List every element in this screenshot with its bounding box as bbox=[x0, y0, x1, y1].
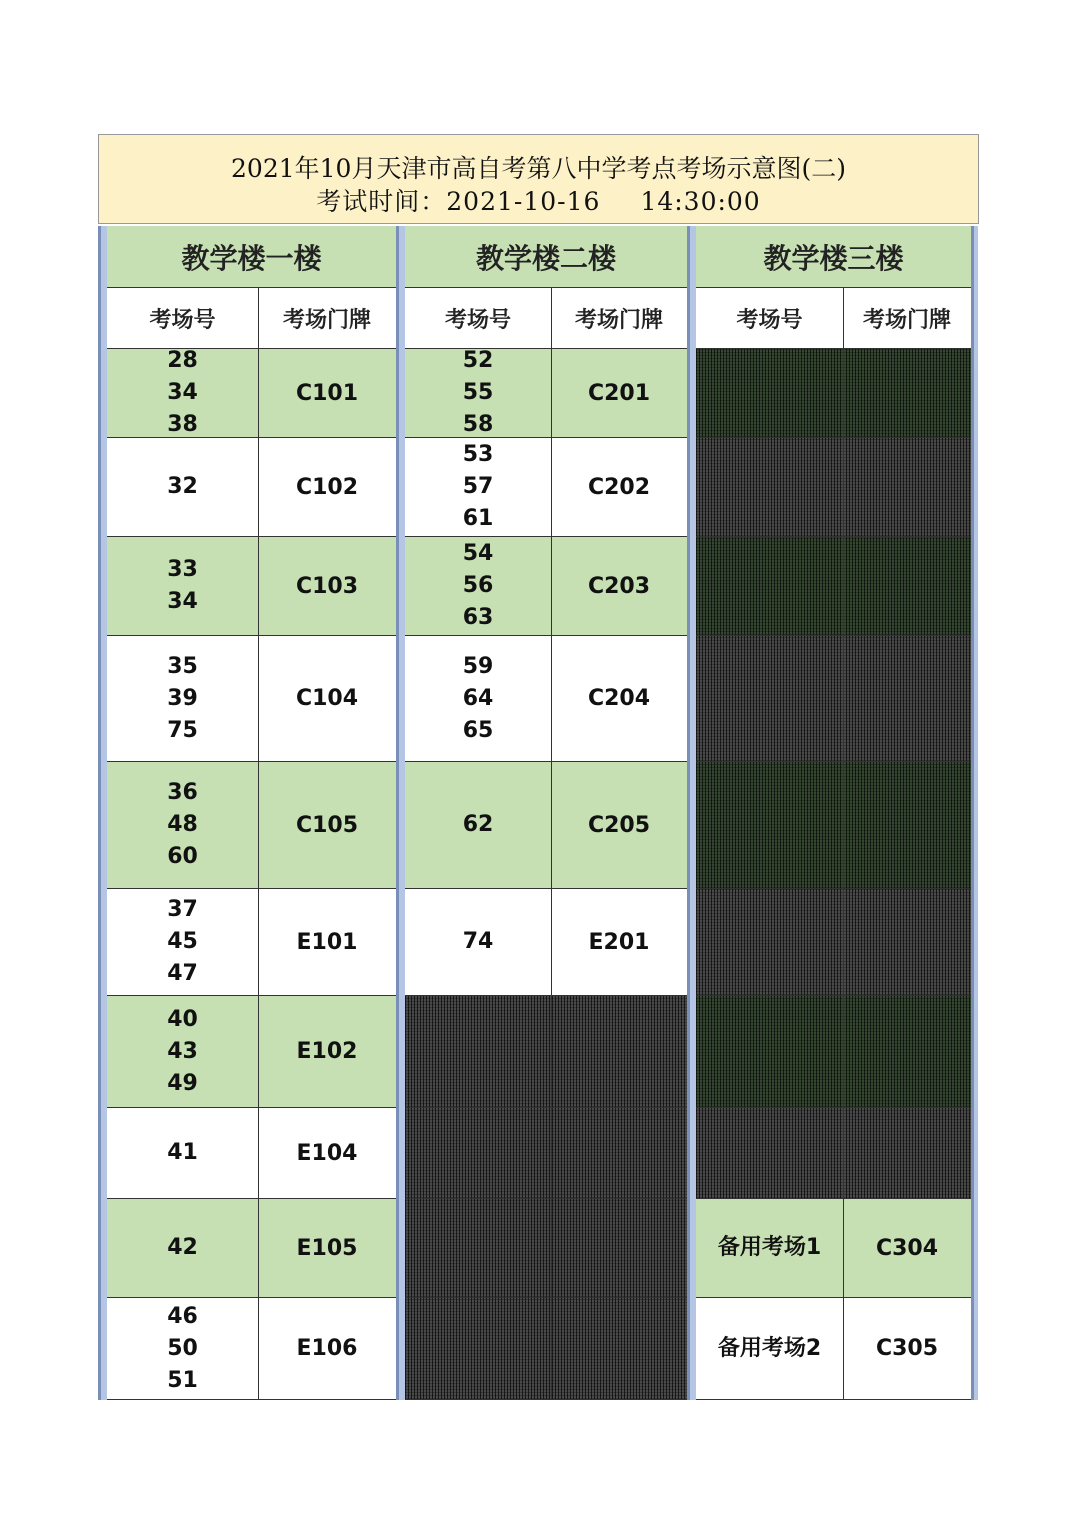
room-number: 75 bbox=[167, 717, 198, 743]
room-number: 48 bbox=[167, 812, 198, 837]
unused-cell bbox=[696, 438, 971, 537]
door-plate-cell: C103 bbox=[258, 537, 396, 636]
unused-cell bbox=[405, 1298, 687, 1400]
door-plate-cell: C204 bbox=[551, 636, 687, 762]
room-number: 33 bbox=[167, 557, 198, 582]
door-plate-cell: E201 bbox=[551, 889, 687, 996]
column-header-room-no: 考场号 bbox=[405, 288, 551, 349]
unused-cell bbox=[696, 349, 971, 438]
building-header: 教学楼三楼 bbox=[696, 226, 971, 288]
room-number: 43 bbox=[167, 1038, 198, 1064]
room-number-cell bbox=[107, 1199, 258, 1298]
room-number: 49 bbox=[167, 1070, 198, 1096]
room-number: 53 bbox=[462, 442, 494, 467]
unused-cell bbox=[405, 1199, 687, 1298]
room-number: 50 bbox=[167, 1335, 198, 1361]
room-number: 45 bbox=[167, 929, 198, 954]
room-number: 34 bbox=[167, 380, 198, 405]
page-title-block bbox=[98, 134, 979, 224]
unused-cell bbox=[696, 996, 971, 1108]
room-number: 63 bbox=[462, 605, 494, 630]
room-number: 39 bbox=[167, 685, 198, 711]
column-header-door: 考场门牌 bbox=[258, 288, 396, 349]
room-number: 61 bbox=[462, 506, 494, 531]
room-number-cell bbox=[405, 537, 551, 636]
unused-cell bbox=[696, 537, 971, 636]
room-number: 56 bbox=[462, 573, 494, 598]
unused-cell bbox=[405, 996, 687, 1108]
room-number: 65 bbox=[462, 717, 494, 743]
room-number: 64 bbox=[462, 685, 494, 711]
column-header-door: 考场门牌 bbox=[843, 288, 971, 349]
room-number: 62 bbox=[462, 812, 494, 837]
room-number-cell bbox=[107, 1108, 258, 1199]
room-number: 55 bbox=[462, 380, 494, 405]
room-number-cell bbox=[405, 889, 551, 996]
room-number: 备用考场2 bbox=[717, 1335, 822, 1361]
room-number: 47 bbox=[167, 961, 198, 986]
column-separator bbox=[98, 226, 107, 1400]
room-number-cell bbox=[107, 537, 258, 636]
column-separator bbox=[396, 226, 405, 1400]
room-number: 52 bbox=[462, 348, 494, 373]
door-plate-cell: C101 bbox=[258, 349, 396, 438]
door-plate-cell: E106 bbox=[258, 1298, 396, 1400]
room-number-cell bbox=[107, 1298, 258, 1400]
door-plate-cell: C205 bbox=[551, 762, 687, 889]
column-header-door: 考场门牌 bbox=[551, 288, 687, 349]
room-number: 60 bbox=[167, 844, 198, 869]
door-plate-cell: C305 bbox=[843, 1298, 971, 1400]
column-divider bbox=[551, 288, 552, 1400]
unused-cell bbox=[696, 1108, 971, 1199]
unused-cell bbox=[405, 1108, 687, 1199]
unused-cell bbox=[696, 636, 971, 762]
door-plate-cell: C203 bbox=[551, 537, 687, 636]
door-plate-cell: C201 bbox=[551, 349, 687, 438]
door-plate-cell: E102 bbox=[258, 996, 396, 1108]
room-number-cell bbox=[696, 1199, 843, 1298]
room-number-cell bbox=[696, 1298, 843, 1400]
exam-time-clock: 14:30:00 bbox=[640, 187, 761, 216]
room-number: 28 bbox=[167, 348, 198, 373]
door-plate-cell: C104 bbox=[258, 636, 396, 762]
room-number-cell bbox=[107, 349, 258, 438]
room-number: 41 bbox=[167, 1140, 198, 1165]
door-plate-cell: C102 bbox=[258, 438, 396, 537]
room-number: 58 bbox=[462, 412, 494, 437]
room-number: 74 bbox=[462, 929, 494, 954]
room-number-cell bbox=[107, 889, 258, 996]
room-number: 51 bbox=[167, 1367, 198, 1393]
room-number: 32 bbox=[167, 474, 198, 499]
unused-cell bbox=[696, 889, 971, 996]
room-number: 38 bbox=[167, 412, 198, 437]
exam-time-label: 考试时间：2021-10-16 bbox=[316, 187, 601, 216]
room-number: 40 bbox=[167, 1006, 198, 1032]
column-divider bbox=[843, 288, 844, 1400]
door-plate-cell: E101 bbox=[258, 889, 396, 996]
unused-cell bbox=[696, 762, 971, 889]
column-divider bbox=[258, 288, 259, 1400]
room-number-cell bbox=[107, 996, 258, 1108]
room-number-cell bbox=[107, 762, 258, 889]
room-number: 36 bbox=[167, 780, 198, 805]
room-number: 59 bbox=[462, 653, 494, 679]
column-header-room-no: 考场号 bbox=[696, 288, 843, 349]
door-plate-cell: C304 bbox=[843, 1199, 971, 1298]
exam-time bbox=[99, 182, 978, 218]
room-number: 54 bbox=[462, 541, 494, 566]
room-number: 备用考场1 bbox=[717, 1235, 822, 1260]
room-number-cell bbox=[107, 438, 258, 537]
room-number-cell bbox=[405, 762, 551, 889]
room-number: 34 bbox=[167, 589, 198, 614]
room-number-cell bbox=[405, 349, 551, 438]
room-number-cell bbox=[405, 438, 551, 537]
building-header: 教学楼一楼 bbox=[107, 226, 396, 288]
door-plate-cell: C202 bbox=[551, 438, 687, 537]
building-header: 教学楼二楼 bbox=[405, 226, 687, 288]
door-plate-cell: E105 bbox=[258, 1199, 396, 1298]
room-number: 46 bbox=[167, 1303, 198, 1329]
page-title: 2021年10月天津市高自考第八中学考点考场示意图(二) bbox=[231, 154, 846, 183]
room-number-cell bbox=[107, 636, 258, 762]
room-number: 37 bbox=[167, 897, 198, 922]
room-number-cell bbox=[405, 636, 551, 762]
room-number: 57 bbox=[462, 474, 494, 499]
room-number: 42 bbox=[167, 1235, 198, 1260]
door-plate-cell: E104 bbox=[258, 1108, 396, 1199]
door-plate-cell: C105 bbox=[258, 762, 396, 889]
column-header-room-no: 考场号 bbox=[107, 288, 258, 349]
room-number: 35 bbox=[167, 653, 198, 679]
column-separator bbox=[971, 226, 978, 1400]
column-separator bbox=[687, 226, 696, 1400]
